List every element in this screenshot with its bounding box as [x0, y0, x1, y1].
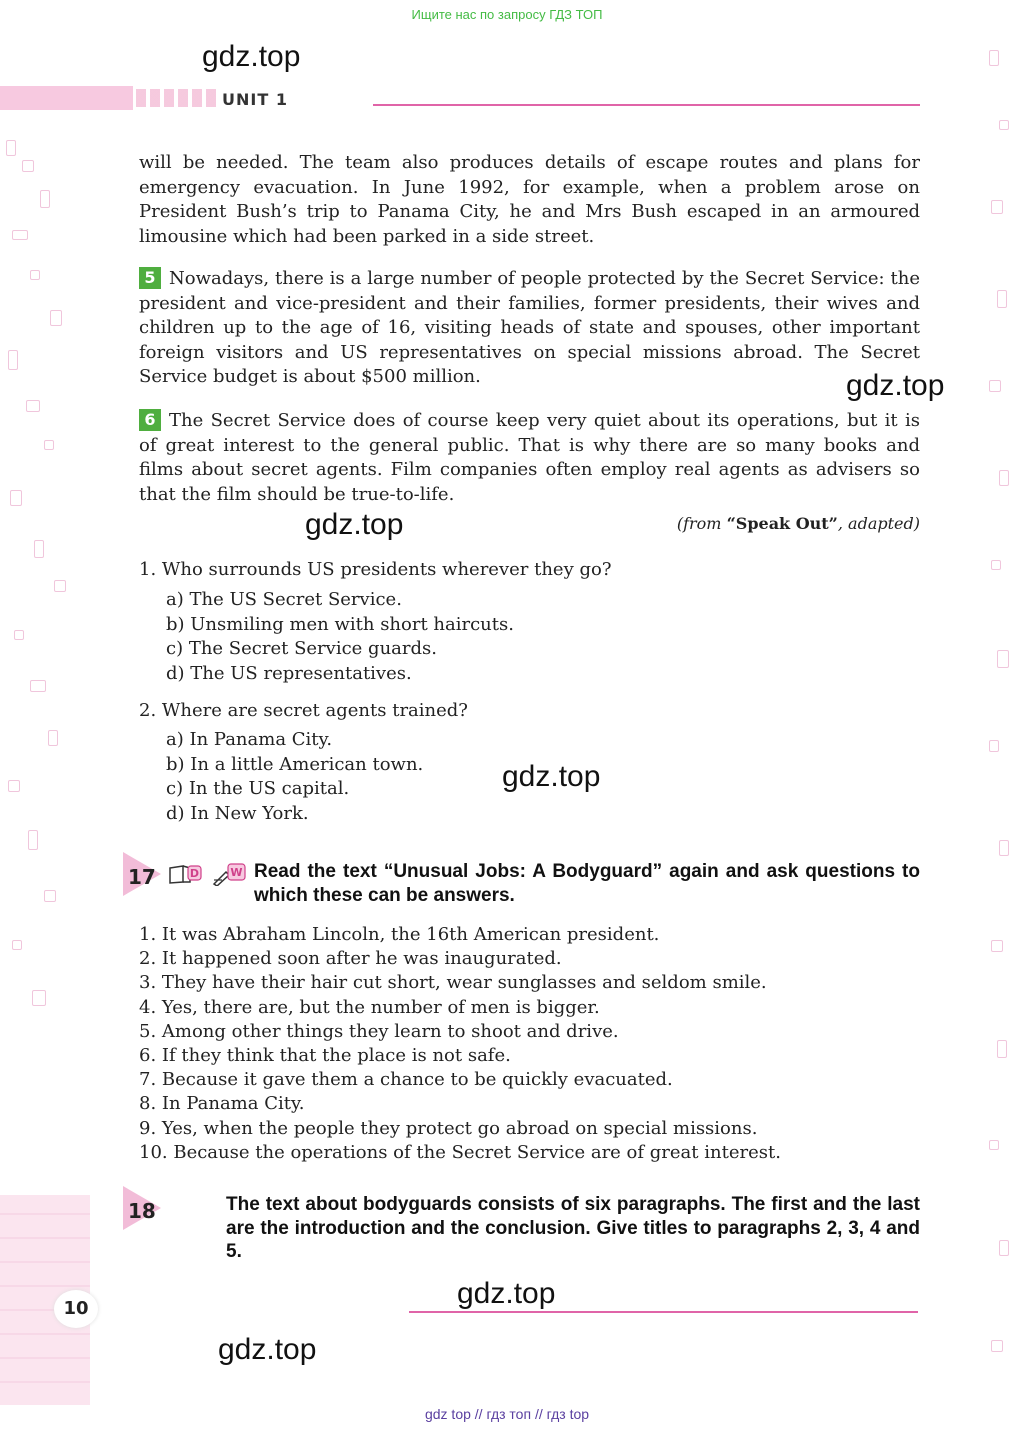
- list-item: 6. If they think that the place is not safe.: [139, 1045, 511, 1067]
- exercise-17-instruction: Read the text “Unusual Jobs: A Bodyguard” again and ask questions to which these can be answers.: [254, 861, 920, 906]
- option: b) In a little American town.: [166, 753, 424, 775]
- option: d) In New York.: [166, 802, 309, 824]
- right-decor: [985, 40, 1014, 1400]
- writing-icon-letter: W: [230, 866, 243, 879]
- paragraph-6: [139, 409, 920, 507]
- reading-icon-letter: D: [189, 867, 200, 880]
- exercise-number: 17: [128, 865, 156, 889]
- source-title: “Speak Out”: [726, 514, 838, 533]
- watermark: gdz.top: [457, 1277, 556, 1310]
- watermark: gdz.top: [502, 760, 601, 793]
- exercise-number: 18: [128, 1199, 156, 1223]
- watermark: gdz.top: [305, 508, 404, 541]
- list-item: 10. Because the operations of the Secret Service are of great interest.: [139, 1141, 781, 1163]
- paragraph-text: The Secret Service does of course keep very quiet about its operations, but it is of great interest to the general public. That is why there are so many books and films about secret agents. Film companies often employ real agents as advisers so that the film should be true-to-life.: [139, 410, 920, 505]
- watermark: gdz.top: [846, 369, 945, 402]
- unit-label: UNIT 1: [222, 90, 288, 109]
- footer-link[interactable]: gdz top: [424, 1406, 471, 1422]
- list-item: 5. Among other things they learn to shoot and drive.: [139, 1020, 619, 1042]
- list-item: 4. Yes, there are, but the number of men is bigger.: [139, 996, 600, 1018]
- paragraph-text: Nowadays, there is a large number of people protected by the Secret Service: the president and vice-president and their families, former presidents, their wives and children up to the age of 16, visiting heads of state and spouses, other important foreign visitors and US representatives on special missions abroad. The Secret Service budget is about $500 million.: [139, 268, 920, 387]
- reading-continuation: [139, 151, 920, 249]
- top-banner[interactable]: Ищите нас по запросу ГДЗ ТОП: [411, 7, 603, 22]
- footer-rule: [409, 1311, 918, 1313]
- option: d) The US representatives.: [166, 662, 412, 684]
- page-number: 10: [54, 1290, 98, 1328]
- footer-link[interactable]: гдз топ: [486, 1406, 532, 1422]
- list-item: 7. Because it gave them a chance to be quickly evacuated.: [139, 1069, 673, 1091]
- footer-separator: //: [534, 1406, 543, 1422]
- list-item: 9. Yes, when the people they protect go abroad on special missions.: [139, 1117, 758, 1139]
- question-2: 2. Where are secret agents trained?: [139, 700, 468, 721]
- footer-links: [0, 1406, 1014, 1422]
- paragraph-5: [139, 267, 920, 390]
- paragraph-number-badge: 6: [139, 409, 161, 431]
- watermark: gdz.top: [202, 40, 301, 73]
- header-pink-bar: [0, 86, 133, 110]
- question-2-options: [166, 728, 423, 826]
- header-dots: [136, 89, 220, 107]
- list-item: 8. In Panama City.: [139, 1093, 305, 1115]
- paragraph-number-badge: 5: [139, 267, 161, 289]
- exercise-17-answers: [139, 923, 781, 1165]
- reading-book-icon: [168, 864, 202, 884]
- option: c) The Secret Service guards.: [166, 638, 437, 659]
- writing-pen-icon: [212, 862, 246, 886]
- option: a) In Panama City.: [166, 729, 333, 750]
- list-item: 3. They have their hair cut short, wear sunglasses and seldom smile.: [139, 972, 767, 994]
- option: b) Unsmiling men with short haircuts.: [166, 613, 514, 635]
- watermark: gdz.top: [218, 1333, 317, 1366]
- header-rule: [373, 104, 920, 106]
- exercise-18-instruction: The text about bodyguards consists of six paragraphs. The first and the last are the introduction and the conclusion. Give titles to paragraphs 2, 3, 4 and 5.: [226, 1194, 920, 1262]
- left-decor: [0, 120, 70, 1040]
- footer-separator: //: [474, 1406, 483, 1422]
- question-1: 1. Who surrounds US presidents wherever they go?: [139, 559, 612, 580]
- option: a) The US Secret Service.: [166, 589, 402, 610]
- list-item: 2. It happened soon after he was inaugurated.: [139, 948, 562, 970]
- question-1-options: [166, 588, 514, 686]
- paragraph-continuation-text: will be needed. The team also produces details of escape routes and plans for emergency evacuation. In June 1992, for example, when a problem arose on President Bush’s trip to Panama City, he and Mrs Bush escaped in an armoured limousine which had been parked in a side street.: [139, 152, 920, 247]
- source-citation: (from “Speak Out”, adapted): [676, 514, 920, 533]
- option: c) In the US capital.: [166, 778, 350, 799]
- footer-link[interactable]: гдз top: [546, 1406, 590, 1422]
- list-item: 1. It was Abraham Lincoln, the 16th American president.: [139, 924, 660, 945]
